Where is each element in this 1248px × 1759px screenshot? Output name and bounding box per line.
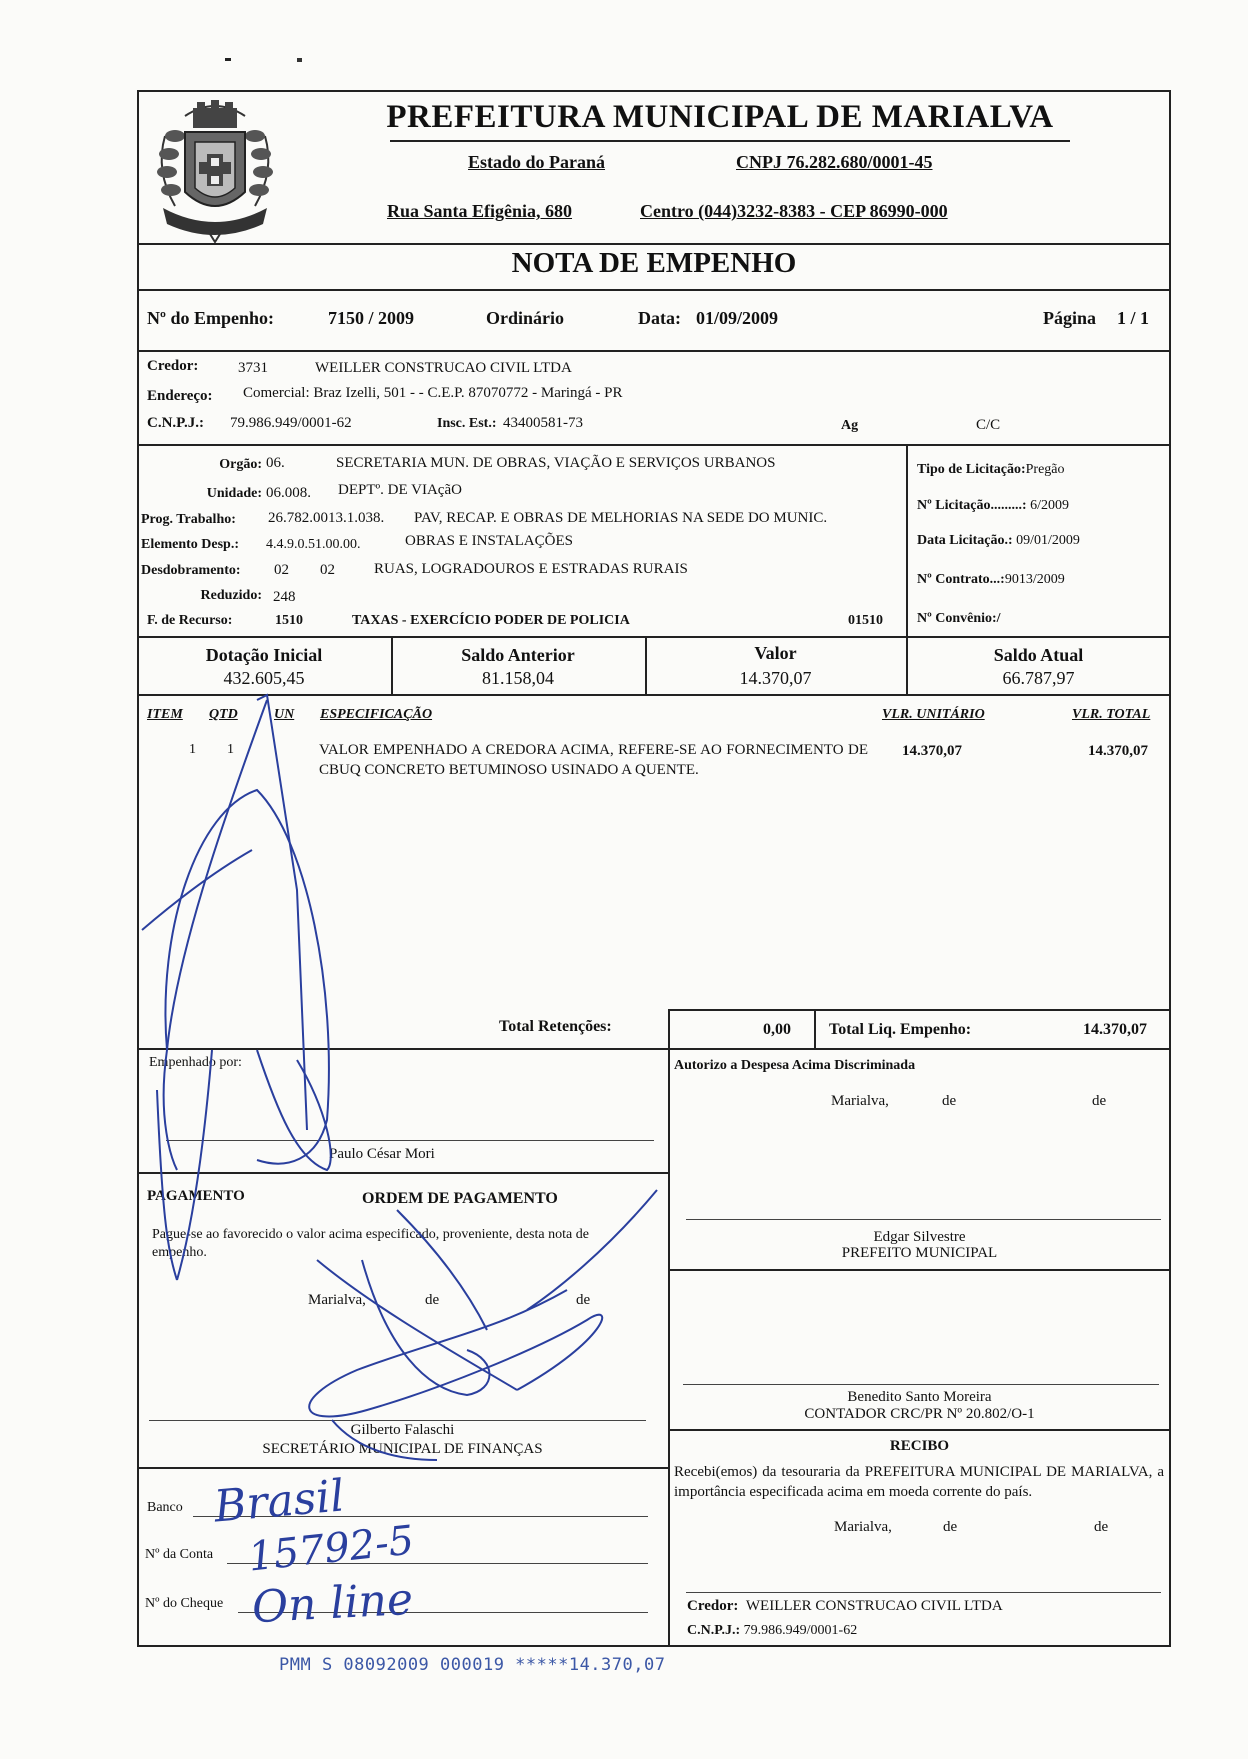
elemento-code: 4.4.9.0.51.00.00. [266, 537, 361, 552]
credor-label: Credor: [147, 358, 199, 374]
total-liquido-value: 14.370,07 [1083, 1021, 1147, 1038]
recurso-name: TAXAS - EXERCÍCIO PODER DE POLICIA [352, 613, 630, 628]
unidade-name: DEPTº. DE VIAçãO [338, 482, 462, 498]
divider [668, 1269, 1171, 1271]
scan-speck [225, 58, 231, 61]
elemento-name: OBRAS E INSTALAÇÕES [405, 533, 573, 549]
pagamento-text: Pague-se ao favorecido o valor acima especificado, proveniente, desta nota de empenho. [152, 1227, 589, 1260]
recibo-de2: de [1094, 1519, 1109, 1535]
divider [137, 243, 1171, 245]
reduzido-label: Reduzido: [200, 588, 262, 603]
col-un: UN [274, 707, 295, 722]
column-divider [906, 444, 908, 636]
col-vlr-total: VLR. TOTAL [1072, 707, 1151, 722]
autorizo-city: Marialva, [831, 1093, 889, 1109]
unidade-code: 06.008. [266, 485, 311, 501]
valor-value: 14.370,07 [739, 668, 812, 688]
num-licitacao-label: Nº Licitação.........: [917, 498, 1027, 513]
empenhado-label: Empenhado por: [149, 1055, 242, 1070]
credor-code: 3731 [238, 360, 268, 376]
valor-label: Valor [754, 643, 797, 663]
recurso-code2: 01510 [848, 613, 883, 628]
contrato-value: 9013/2009 [1004, 572, 1065, 587]
empenho-number-label: Nº do Empenho: [147, 308, 274, 328]
contador-role: CONTADOR CRC/PR Nº 20.802/O-1 [804, 1406, 1035, 1422]
item-vlr-total: 14.370,07 [1088, 743, 1148, 759]
scan-speck [297, 58, 302, 62]
divider [668, 1009, 1171, 1011]
desdobramento-a: 02 [274, 562, 289, 578]
empenho-type: Ordinário [486, 308, 565, 328]
total-retencoes-label: Total Retenções: [499, 1018, 612, 1035]
state-name: Estado do Paraná [468, 152, 606, 172]
tipo-licitacao-label: Tipo de Licitação: [917, 462, 1026, 477]
empenhado-name: Paulo César Mori [329, 1146, 435, 1162]
page-number: 1 / 1 [1117, 308, 1150, 328]
recibo-credor: WEILLER CONSTRUCAO CIVIL LTDA [745, 1598, 1003, 1614]
divider [668, 1429, 1171, 1431]
pagamento-de1: de [425, 1292, 440, 1308]
saldo-atual-label: Saldo Atual [993, 645, 1084, 665]
empenho-date-label: Data: [638, 308, 681, 328]
autorizo-de1: de [942, 1093, 957, 1109]
prog-label: Prog. Trabalho: [141, 512, 236, 527]
col-especificacao: ESPECIFICAÇÃO [320, 707, 433, 722]
prog-code: 26.782.0013.1.038. [268, 510, 385, 526]
coat-of-arms-icon [145, 96, 285, 244]
agency-label: Ag [841, 418, 859, 433]
banco-handwritten: Brasil [212, 1470, 347, 1533]
ink-signature-scribble [137, 690, 687, 1470]
banco-label: Banco [147, 1500, 183, 1515]
item-vlr-unitario: 14.370,07 [902, 743, 962, 759]
autorizo-label: Autorizo a Despesa Acima Discriminada [674, 1058, 916, 1073]
empenho-number: 7150 / 2009 [328, 308, 415, 328]
divider [137, 444, 1171, 446]
insc-label: Insc. Est.: [437, 416, 497, 431]
dotacao-value: 432.605,45 [223, 668, 305, 688]
unidade-label: Unidade: [206, 486, 262, 501]
orgao-name: SECRETARIA MUN. DE OBRAS, VIAÇÃO E SERVIÇOS URBANOS [336, 455, 776, 471]
page-label: Página [1043, 308, 1097, 328]
pagamento-city: Marialva, [308, 1292, 366, 1308]
data-licitacao-label: Data Licitação.: [917, 533, 1013, 548]
contador-name: Benedito Santo Moreira [847, 1389, 992, 1405]
prog-name: PAV, RECAP. E OBRAS DE MELHORIAS NA SEDE DO MUNIC. [414, 510, 828, 526]
cnpj-header: CNPJ 76.282.680/0001-45 [736, 152, 933, 172]
total-retencoes-value: 0,00 [763, 1021, 791, 1038]
recibo-cnpj-label: C.N.P.J.: [687, 1623, 741, 1638]
signature-line [686, 1592, 1161, 1593]
col-item: ITEM [147, 707, 183, 722]
cheque-label: Nº do Cheque [145, 1596, 224, 1611]
divider [137, 350, 1171, 352]
contact-info: Centro (044)3232-8383 - CEP 86990-000 [640, 201, 948, 221]
desdobramento-b: 02 [320, 562, 335, 578]
contrato-label: Nº Contrato...: [917, 572, 1005, 587]
data-licitacao: 09/01/2009 [1016, 533, 1080, 548]
recibo-de1: de [943, 1519, 958, 1535]
orgao-label: Orgão: [219, 457, 262, 472]
prefeito-name: Edgar Silvestre [873, 1229, 966, 1245]
recibo-city: Marialva, [834, 1519, 892, 1535]
signature-line [683, 1384, 1159, 1385]
col-qtd: QTD [209, 707, 238, 722]
prefeito-role: PREFEITO MUNICIPAL [841, 1245, 998, 1261]
ordem-pagamento-title: ORDEM DE PAGAMENTO [362, 1190, 558, 1207]
cnpj-label: C.N.P.J.: [147, 415, 204, 431]
convenio-label: Nº Convênio:/ [917, 611, 1001, 626]
signature-line [686, 1219, 1161, 1220]
doc-title: NOTA DE EMPENHO [511, 247, 797, 279]
secretario-role: SECRETÁRIO MUNICIPAL DE FINANÇAS [262, 1441, 543, 1457]
tipo-licitacao: Pregão [1025, 462, 1065, 477]
divider [137, 289, 1171, 291]
orgao-code: 06. [266, 455, 285, 471]
recibo-title: RECIBO [889, 1438, 950, 1454]
insc-value: 43400581-73 [503, 415, 583, 431]
conta-label: Nº da Conta [145, 1547, 214, 1562]
elemento-label: Elemento Desp.: [141, 537, 239, 552]
recurso-code: 1510 [275, 613, 303, 628]
recibo-cnpj: 79.986.949/0001-62 [743, 1623, 858, 1638]
recibo-credor-label: Credor: [687, 1598, 739, 1614]
cheque-handwritten: On line [250, 1573, 415, 1634]
item-qtd: 1 [227, 742, 234, 757]
dotacao-label: Dotação Inicial [205, 645, 323, 665]
desdobramento-label: Desdobramento: [141, 563, 241, 578]
reduzido-value: 248 [273, 589, 296, 605]
desdobramento-name: RUAS, LOGRADOUROS E ESTRADAS RURAIS [374, 561, 688, 577]
saldo-anterior-label: Saldo Anterior [461, 645, 575, 665]
num-licitacao: 6/2009 [1030, 498, 1069, 513]
account-label: C/C [976, 417, 1001, 433]
item-number: 1 [189, 742, 196, 757]
title-underline [390, 140, 1070, 142]
divider [137, 636, 1171, 638]
credor-address: Comercial: Braz Izelli, 501 - - C.E.P. 87070772 - Maringá - PR [243, 385, 623, 401]
recibo-text: Recebi(emos) da tesouraria da PREFEITURA MUNICIPAL DE MARIALVA, a importância especificada acima em moeda corrente do país. [674, 1464, 1164, 1500]
endereco-label: Endereço: [147, 388, 213, 404]
col-vlr-unitario: VLR. UNITÁRIO [882, 707, 985, 722]
saldo-atual-value: 66.787,97 [1002, 668, 1075, 688]
column-divider [814, 1009, 816, 1049]
autorizo-de2: de [1092, 1093, 1107, 1109]
pagamento-de2: de [576, 1292, 591, 1308]
pagamento-label: PAGAMENTO [147, 1188, 245, 1204]
credor-cnpj: 79.986.949/0001-62 [230, 415, 352, 431]
address: Rua Santa Efigênia, 680 [387, 201, 573, 221]
credor-name: WEILLER CONSTRUCAO CIVIL LTDA [315, 360, 572, 376]
conta-handwritten: 15792-5 [246, 1517, 417, 1581]
recurso-label: F. de Recurso: [147, 613, 233, 628]
total-liquido-label: Total Liq. Empenho: [829, 1021, 972, 1038]
empenho-date: 01/09/2009 [696, 308, 779, 328]
payment-stamp: PMM S 08092009 000019 *****14.370,07 [279, 1655, 666, 1675]
page-title: PREFEITURA MUNICIPAL DE MARIALVA [386, 99, 1054, 135]
saldo-anterior-value: 81.158,04 [482, 668, 554, 688]
secretario-name: Gilberto Falaschi [350, 1422, 455, 1438]
item-description: VALOR EMPENHADO A CREDORA ACIMA, REFERE-SE AO FORNECIMENTO DE CBUQ CONCRETO BETUMINOSO USINADO A QUENTE. [319, 742, 868, 778]
